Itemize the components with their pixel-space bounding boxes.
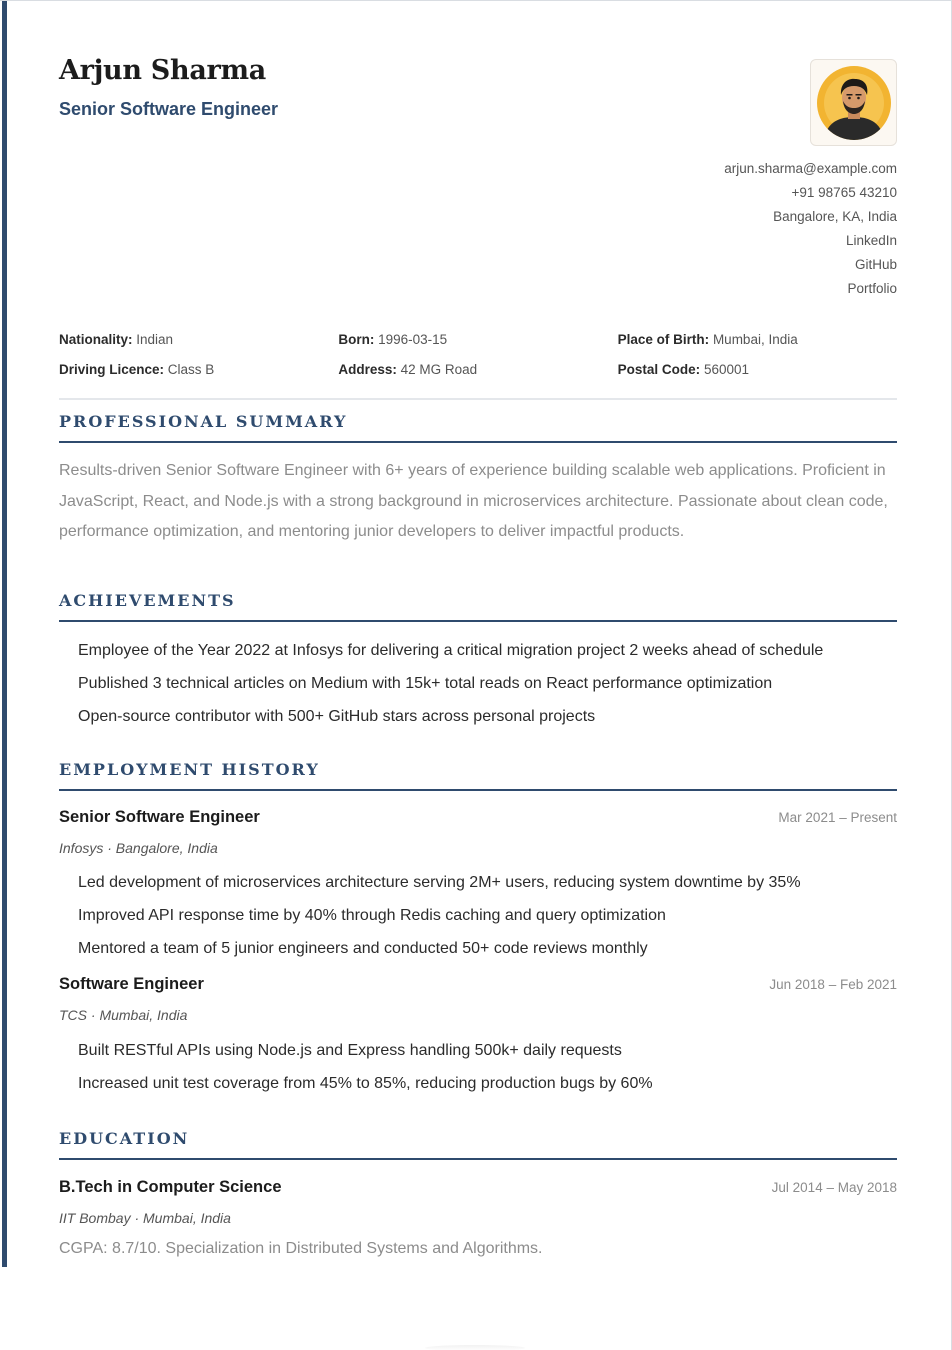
job-bullet: Led development of microservices architecture serving 2M+ users, reducing system downtime by 35%: [78, 874, 801, 891]
nationality-value: Indian: [136, 332, 174, 347]
achievements-list: [78, 634, 897, 733]
page-shadow: [425, 1345, 525, 1350]
candidate-title: Senior Software Engineer: [59, 99, 279, 119]
contact-info: [724, 157, 897, 301]
driving-licence: [59, 362, 338, 392]
job-bullet: Mentored a team of 5 junior engineers and conducted 50+ code reviews monthly: [78, 940, 648, 957]
achievement-item: Open-source contributor with 500+ GitHub stars across personal projects: [78, 708, 596, 725]
job-company: TCS · Mumbai, India: [59, 1007, 188, 1023]
details-row: [59, 362, 897, 392]
job-role: Senior Software Engineer: [59, 808, 260, 826]
achievement-item: Published 3 technical articles on Medium with 15k+ total reads on React performance optimization: [78, 675, 773, 692]
contact-email[interactable]: arjun.sharma@example.com: [724, 161, 897, 176]
achievement-item: Employee of the Year 2022 at Infosys for delivering a critical migration project 2 weeks ahead of schedule: [78, 642, 824, 659]
job-bullet: Improved API response time by 40% through Redis caching and query optimization: [78, 907, 666, 924]
licence-label: Driving Licence:: [59, 362, 165, 377]
address-label: Address:: [338, 362, 397, 377]
job-bullet: Increased unit test coverage from 45% to 85%, reducing production bugs by 60%: [78, 1075, 653, 1092]
github-link[interactable]: GitHub: [854, 257, 897, 272]
postal-label: Postal Code:: [617, 362, 701, 377]
place-of-birth: [618, 332, 897, 362]
section-heading-education: EDUCATION: [59, 1129, 897, 1160]
summary-text: Results-driven Senior Software Engineer with 6+ years of experience building scalable web applications. Proficient in JavaScript, React, and Node.js with a strong background in microservices architecture. Passionate about clean code, performance optimization, and mentoring junior developers to deliver impactful products.: [59, 462, 888, 540]
education-description: CGPA: 8.7/10. Specialization in Distributed Systems and Algorithms.: [59, 1240, 543, 1257]
section-heading-employment: EMPLOYMENT HISTORY: [59, 760, 897, 791]
candidate-name: Arjun Sharma: [59, 55, 266, 86]
avatar: [810, 59, 897, 146]
section-heading-summary: PROFESSIONAL SUMMARY: [59, 412, 897, 443]
job-company: Infosys · Bangalore, India: [59, 840, 218, 856]
job-header: [59, 808, 897, 827]
avatar-photo-icon: [816, 65, 892, 141]
job-bullets: [78, 866, 897, 965]
job-bullets: [78, 1034, 897, 1100]
degree: B.Tech in Computer Science: [59, 1178, 282, 1196]
education-header: [59, 1178, 897, 1197]
address-value: 42 MG Road: [400, 362, 478, 377]
personal-details: [59, 332, 897, 400]
school: IIT Bombay · Mumbai, India: [59, 1210, 231, 1226]
linkedin-link[interactable]: LinkedIn: [845, 233, 897, 248]
job-bullet: Built RESTful APIs using Node.js and Express handling 500k+ daily requests: [78, 1042, 622, 1059]
birthplace-value: Mumbai, India: [712, 332, 798, 347]
job-dates: Mar 2021 – Present: [778, 810, 897, 825]
postal-code: [618, 362, 897, 392]
education-dates: Jul 2014 – May 2018: [771, 1180, 897, 1195]
details-row: [59, 332, 897, 362]
accent-bar: [2, 1, 7, 1267]
section-heading-achievements: ACHIEVEMENTS: [59, 591, 897, 622]
born-value: 1996-03-15: [378, 332, 448, 347]
postal-value: 560001: [703, 362, 749, 377]
nationality-label: Nationality:: [59, 332, 133, 347]
contact-phone: +91 98765 43210: [791, 185, 897, 200]
job-dates: Jun 2018 – Feb 2021: [769, 977, 897, 992]
nationality: [59, 332, 338, 362]
job-header: [59, 975, 897, 994]
address: [338, 362, 617, 392]
born: [338, 332, 617, 362]
job-role: Software Engineer: [59, 975, 204, 993]
contact-location: Bangalore, KA, India: [773, 209, 897, 224]
born-label: Born:: [338, 332, 375, 347]
portfolio-link[interactable]: Portfolio: [847, 281, 897, 296]
birthplace-label: Place of Birth:: [617, 332, 710, 347]
licence-value: Class B: [167, 362, 215, 377]
